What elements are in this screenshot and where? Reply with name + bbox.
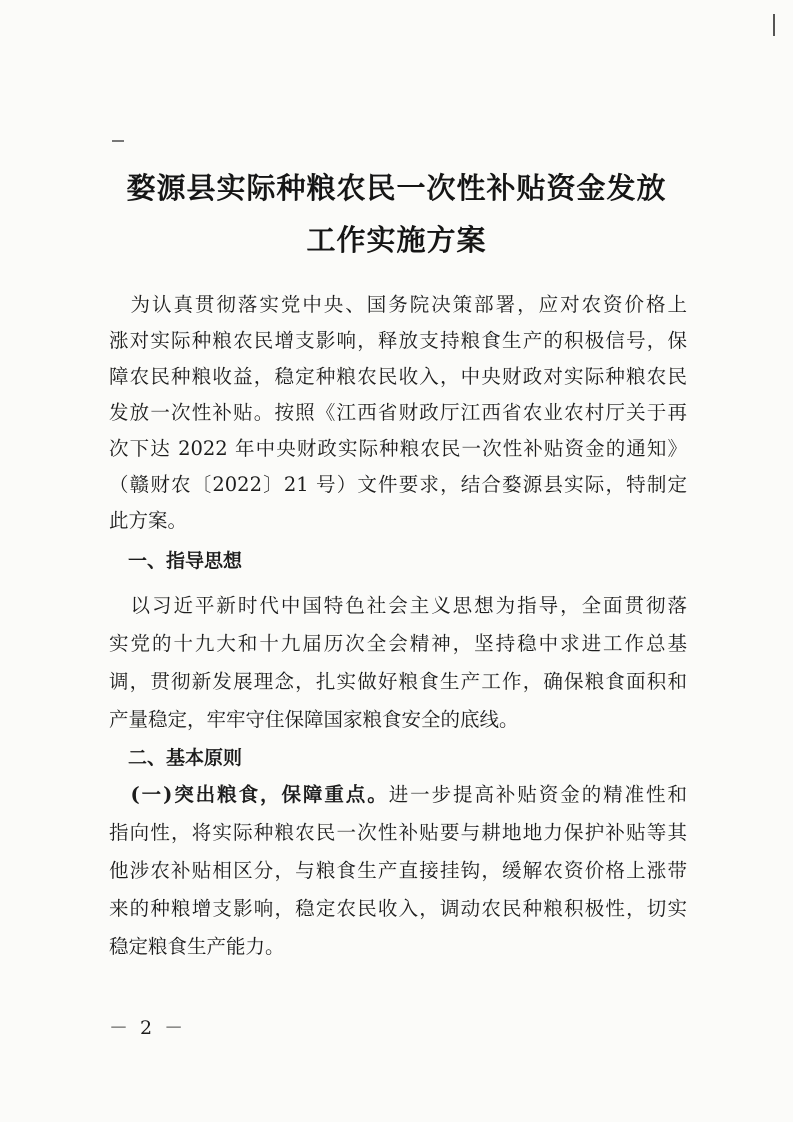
page-number: － 2 － [109,1017,187,1039]
subheading-rest: 进一步提高补贴资金的精准性和 [388,783,687,806]
intro-line: 此方案。 [109,509,188,532]
section2-line: 指向性，将实际种粮农民一次性补贴要与耕地地力保护补贴等其 [109,821,687,844]
section1-line: 实党的十九大和十九届历次全会精神，坚持稳中求进工作总基 [109,632,687,655]
section-heading-basic-principles: 二、基本原则 [109,747,243,769]
section1-line: 以习近平新时代中国特色社会主义思想为指导，全面贯彻落 [109,594,687,617]
document-title-line-2: 工作实施方案 [306,223,487,257]
section1-line: 产量稳定，牢牢守住保障国家粮食安全的底线。 [109,708,519,731]
intro-line: 障农民种粮收益，稳定种粮农民收入，中央财政对实际种粮农民 [109,365,687,388]
section1-line: 调，贯彻新发展理念，扎实做好粮食生产工作，确保粮食面积和 [109,670,687,693]
section-heading-guiding-ideology: 一、指导思想 [109,550,243,572]
document-title-line-1: 婺源县实际种粮农民一次性补贴资金发放 [126,171,667,205]
scan-mark [773,14,775,36]
intro-line: 为认真贯彻落实党中央、国务院决策部署，应对农资价格上 [109,293,687,316]
intro-line: 次下达 2022 年中央财政实际种粮农民一次性补贴资金的通知》 [109,437,687,460]
section2-line: 他涉农补贴相区分，与粮食生产直接挂钩，缓解农资价格上涨带 [109,859,687,882]
section2-line: 稳定粮食生产能力。 [109,935,285,958]
section2-line: 来的种粮增支影响，稳定农民收入，调动农民种粮积极性，切实 [109,897,687,920]
subheading-emphasis: (一)突出粮食，保障重点。 [109,783,389,806]
intro-line: 涨对实际种粮农民增支影响，释放支持粮食生产的积极信号，保 [109,329,687,352]
intro-line: （赣财农〔2022〕21 号）文件要求，结合婺源县实际，特制定 [109,473,687,496]
section2-subheading-line [109,777,687,813]
intro-line: 发放一次性补贴。按照《江西省财政厅江西省农业农村厅关于再 [109,401,687,424]
scan-mark [112,140,124,142]
